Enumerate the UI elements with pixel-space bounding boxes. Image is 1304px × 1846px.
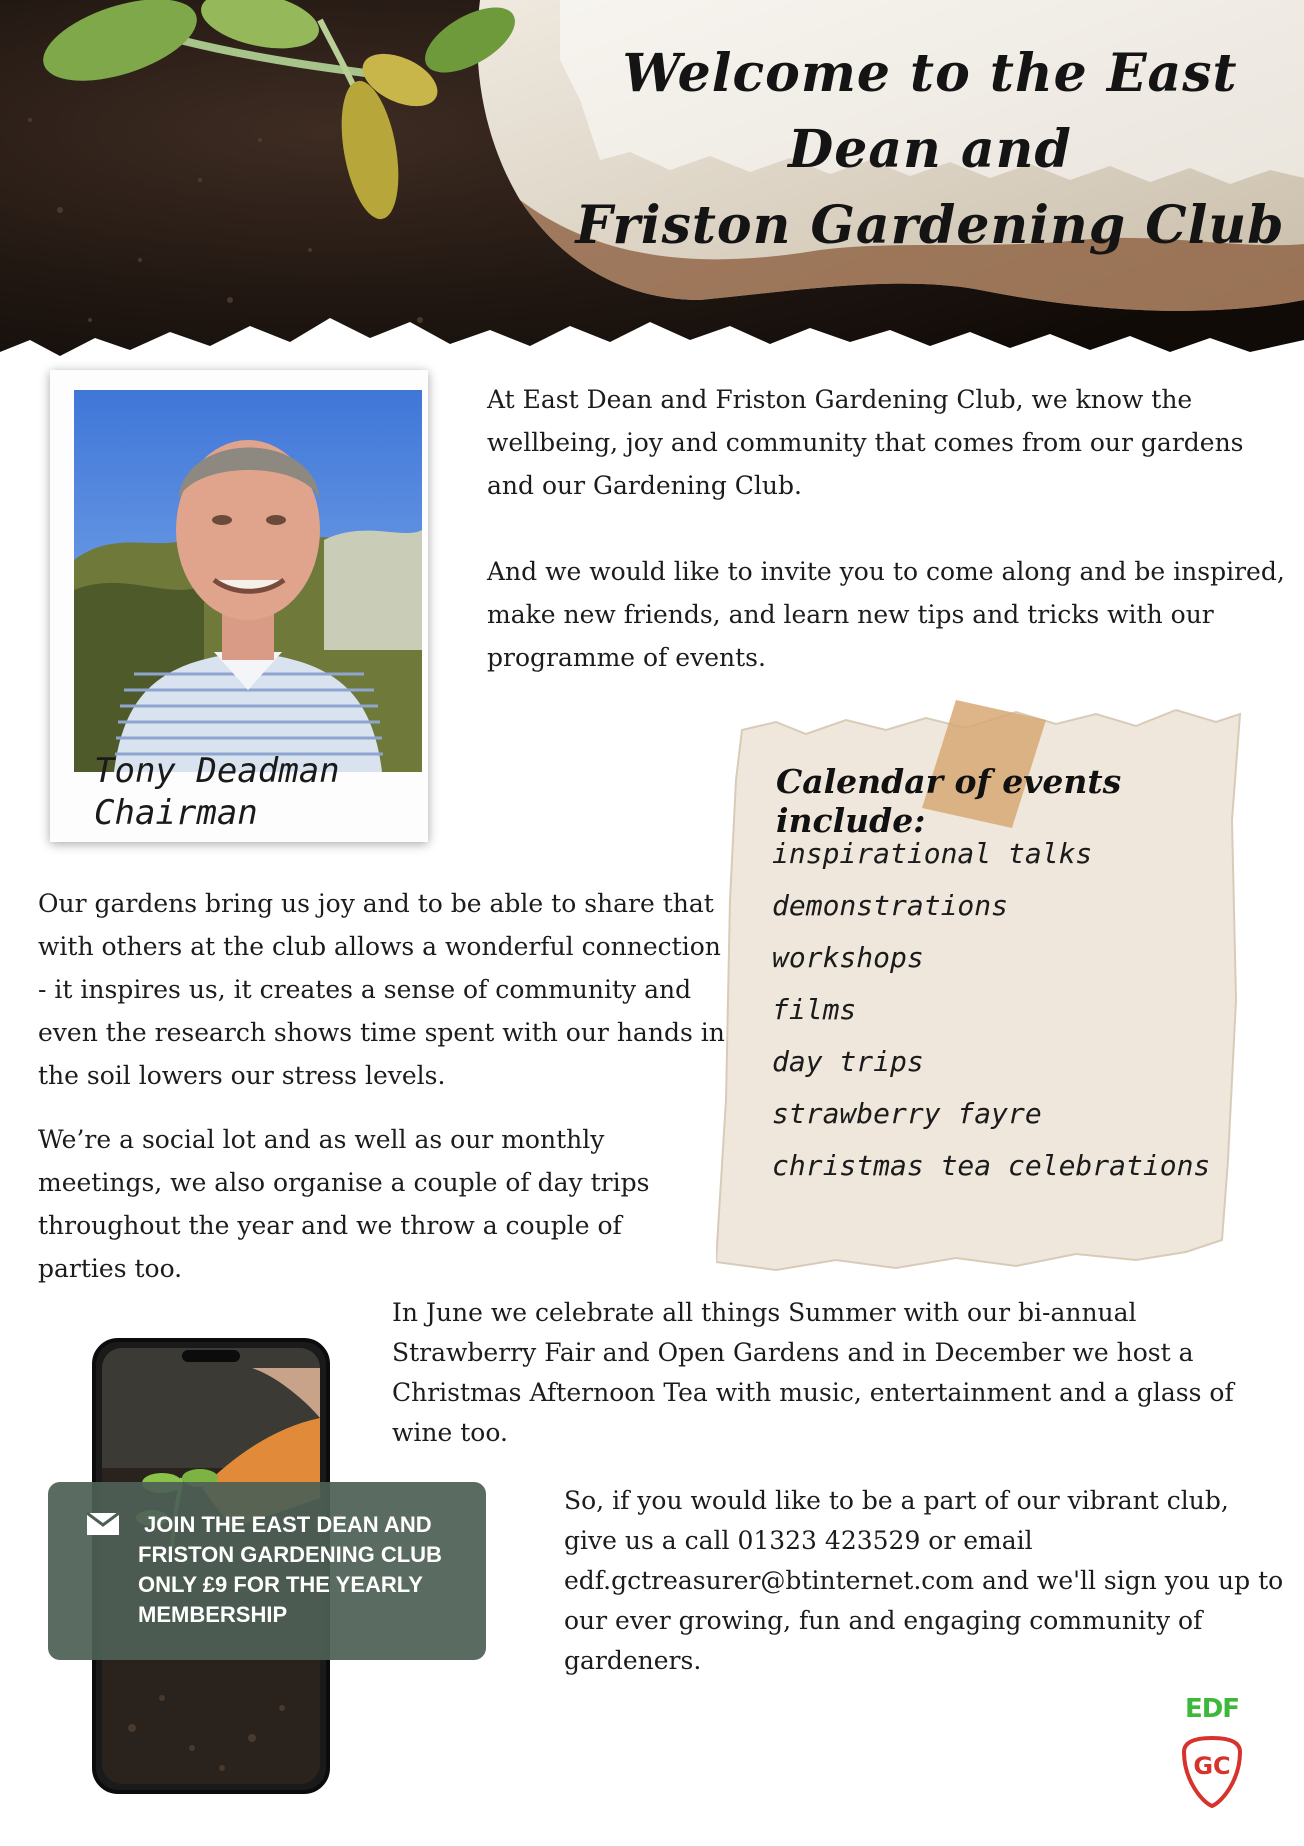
polaroid-caption [94,750,414,834]
chairman-name: Tony Deadman [94,751,340,791]
calendar-note [716,700,1244,1272]
joy-paragraph: Our gardens bring us joy and to be able to share that with others at the club allows a wonderful connection - it inspires us, it creates a sense of community and even the research shows time spent with our hands in the soil lowers our stress levels. [38,889,725,1090]
chairman-role: Chairman [94,793,258,833]
phone-notch [182,1350,240,1362]
cta-line-1: JOIN THE EAST DEAN AND [144,1512,432,1537]
chairman-polaroid [50,370,428,842]
cta-line-3: ONLY £9 FOR THE YEARLY [138,1572,423,1597]
calendar-item: christmas tea celebrations [772,1149,1211,1182]
calendar-item: day trips [772,1045,924,1078]
chairman-photo [74,390,422,772]
calendar-item: strawberry fayre [772,1097,1042,1130]
calendar-item: films [772,993,857,1026]
envelope-icon [86,1512,120,1536]
logo-top-text: EDF [1184,1694,1240,1724]
page-title [560,36,1300,264]
logo-bottom-text: GC [1193,1752,1231,1780]
social-paragraph: We’re a social lot and as well as our monthly meetings, we also organise a couple of day trips throughout the year and we throw a couple of parties too. [38,1125,650,1283]
title-line-2: Friston Gardening Club [575,195,1285,256]
calendar-item: workshops [772,941,924,974]
cta-line-4: MEMBERSHIP [138,1602,288,1627]
join-banner[interactable] [48,1482,486,1660]
calendar-list [772,828,1210,1192]
cta-line-2: FRISTON GARDENING CLUB [138,1542,442,1567]
calendar-item: inspirational talks [772,837,1093,870]
title-line-1: Welcome to the East Dean and [622,43,1238,180]
header-banner [0,0,1304,372]
club-logo [1176,1690,1248,1810]
contact-paragraph: So, if you would like to be a part of our vibrant club, give us a call 01323 423529 or email edf.gctreasurer@btinternet.com and we'll sign you up to our ever growing, fun and engaging community of gardeners. [564,1486,1284,1675]
intro-paragraph-2: And we would like to invite you to come along and be inspired, make new friends, and learn new tips and tricks with our programme of events. [487,557,1285,672]
calendar-item: demonstrations [772,889,1009,922]
calendar-heading: Calendar of events include: [776,762,1122,840]
intro-paragraph-1: At East Dean and Friston Gardening Club, we know the wellbeing, joy and community that comes from our gardens and our Gardening Club. [487,385,1244,500]
june-paragraph: In June we celebrate all things Summer with our bi-annual Strawberry Fair and Open Gardens and in December we host a Christmas Afternoon Tea with music, entertainment and a glass of wine too. [392,1298,1234,1447]
